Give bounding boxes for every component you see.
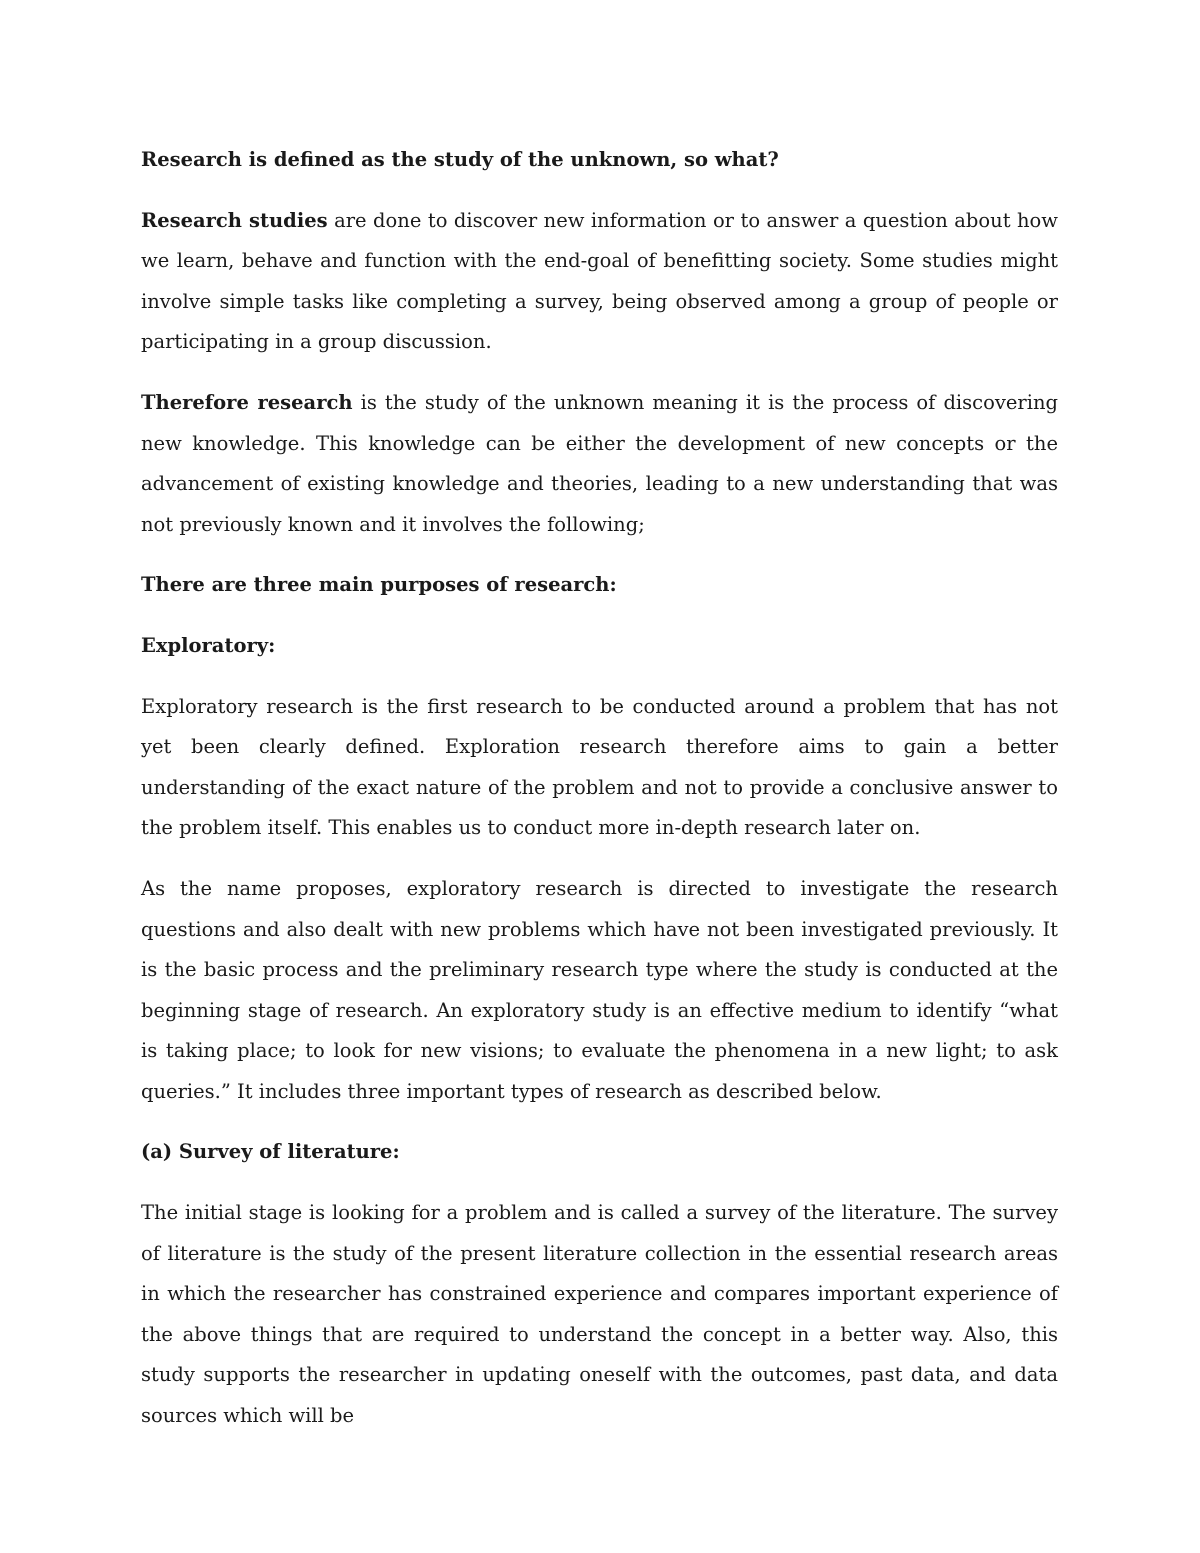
bold-lead: Therefore research xyxy=(141,390,353,414)
bold-lead: Research studies xyxy=(141,208,328,232)
paragraph-survey: The initial stage is looking for a problem and is called a survey of the literature. The survey of literature is the study of the present literature collection in the essential research areas in which the researcher has constrained experience and compares important experience of the above things that are required to understand the concept in a better way. Also, this study supports the researcher in updating oneself with the outcomes, past data, and data sources which will be xyxy=(141,1201,1058,1428)
heading-survey-literature: (a) Survey of literature: xyxy=(141,1140,400,1164)
paragraph-exploratory: Exploratory research is the first research to be conducted around a problem that has not yet been clearly defined. Exploration research therefore aims to gain a better understanding of the exact nature of the problem and not to provide a conclusive answer to the problem itself. This enables us to conduct more in-depth research later on. xyxy=(141,694,1058,840)
paragraph-text: is the study of the unknown meaning it is the process of discovering new knowledge. This knowledge can be either the development of new concepts or the advancement of existing knowledge and theories, leading to a new understanding that was not previously known and it involves the following; xyxy=(141,390,1058,536)
document-title: Research is defined as the study of the unknown, so what? xyxy=(141,148,779,171)
paragraph-research-studies xyxy=(141,201,1058,363)
paragraph-therefore-research xyxy=(141,383,1058,545)
heading-purposes: There are three main purposes of research: xyxy=(141,573,617,597)
heading-exploratory: Exploratory: xyxy=(141,633,276,657)
document-page xyxy=(141,140,1058,1457)
paragraph-text: are done to discover new information or to answer a question about how we learn, behave and function with the end-goal of benefitting society. Some studies might involve simple tasks like completing a survey, being observed among a group of people or participating in a group discussion. xyxy=(141,208,1058,354)
paragraph-name-proposes: As the name proposes, exploratory research is directed to investigate the research questions and also dealt with new problems which have not been investigated previously. It is the basic process and the preliminary research type where the study is conducted at the beginning stage of research. An exploratory study is an effective medium to identify “what is taking place; to look for new visions; to evaluate the phenomena in a new light; to ask queries.” It includes three important types of research as described below. xyxy=(141,876,1058,1103)
